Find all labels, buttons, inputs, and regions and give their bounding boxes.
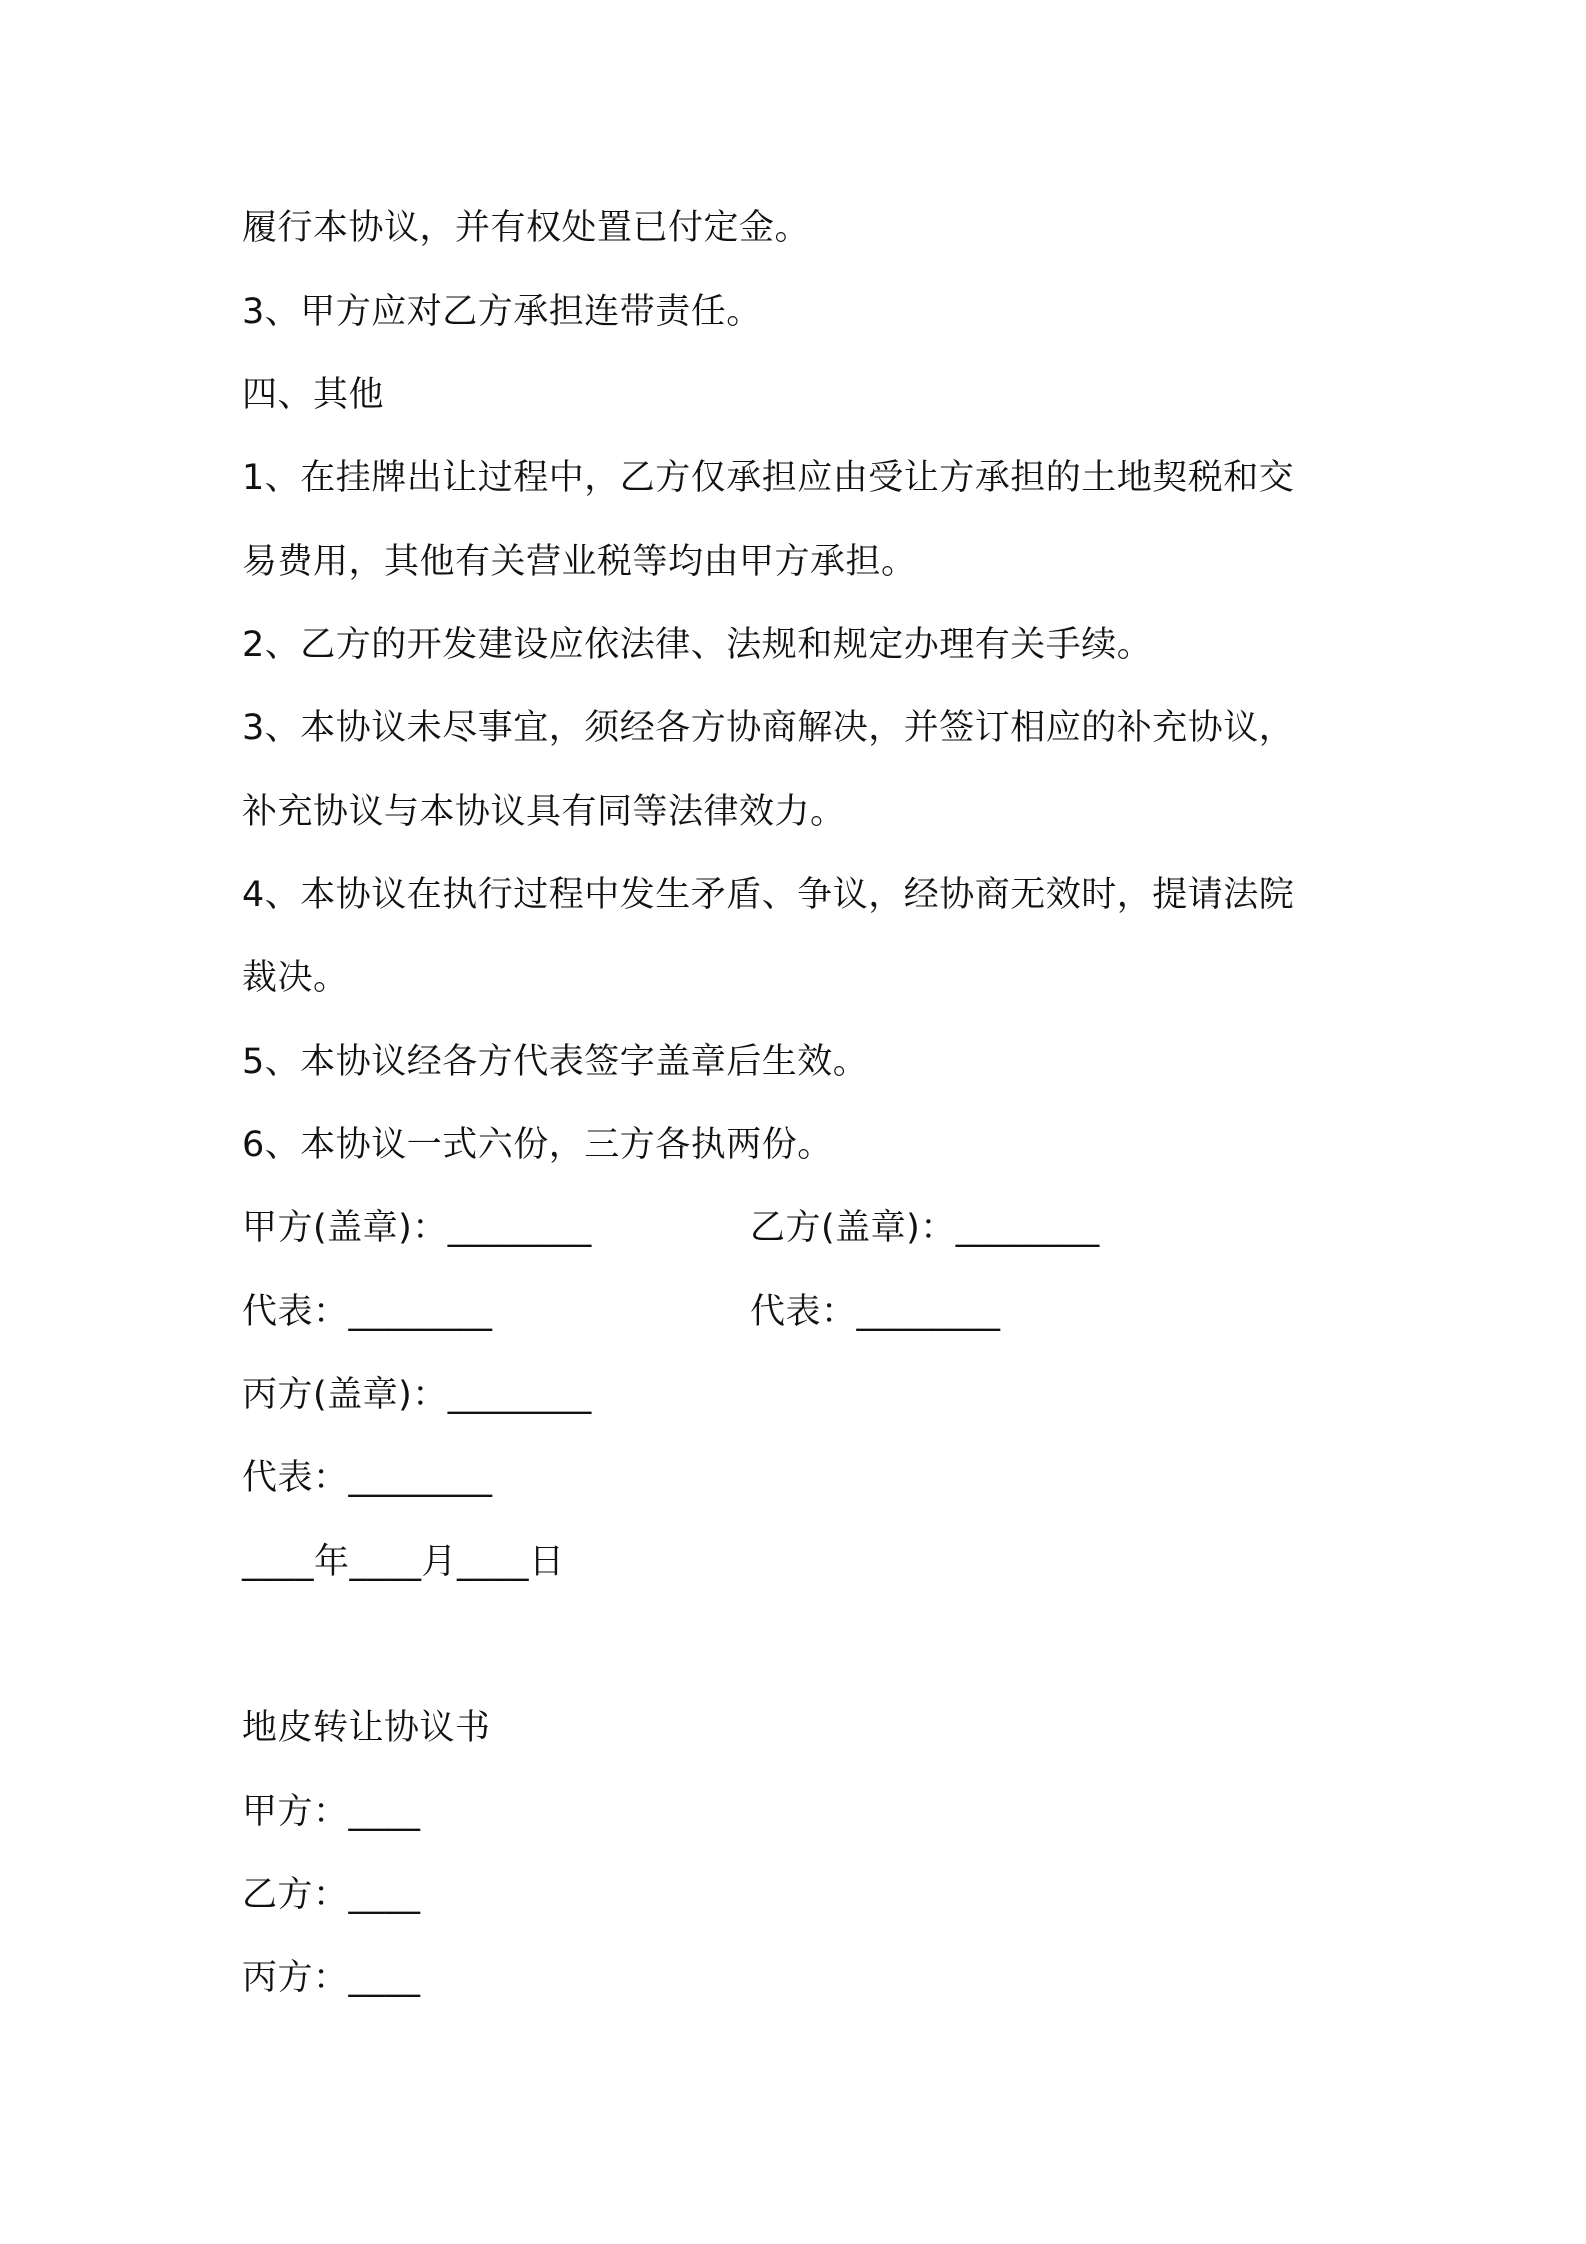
party-a-seal-field: 甲方(盖章)：________ (242, 1208, 592, 1248)
paragraph-line: 补充协议与本协议具有同等法律效力。 (242, 792, 846, 832)
section-heading: 四、其他 (242, 375, 385, 415)
party-c-seal-field: 丙方(盖章)：________ (242, 1375, 592, 1415)
paragraph-line: 裁决。 (242, 958, 349, 998)
paragraph-line: 5、本协议经各方代表签字盖章后生效。 (242, 1042, 869, 1082)
document-title: 地皮转让协议书 (242, 1708, 491, 1748)
paragraph-line: 2、乙方的开发建设应依法律、法规和规定办理有关手续。 (242, 625, 1153, 665)
party-b-seal-field: 乙方(盖章)：________ (750, 1208, 1100, 1248)
paragraph-line: 6、本协议一式六份，三方各执两份。 (242, 1125, 833, 1165)
paragraph-line: 3、本协议未尽事宜，须经各方协商解决，并签订相应的补充协议， (242, 708, 1295, 748)
paragraph-line: 4、本协议在执行过程中发生矛盾、争议，经协商无效时，提请法院 (242, 875, 1295, 915)
party-c-rep-field: 代表：________ (242, 1458, 493, 1498)
date-field: ____年____月____日 (242, 1542, 565, 1582)
paragraph-line: 3、甲方应对乙方承担连带责任。 (242, 292, 762, 332)
paragraph-line: 易费用，其他有关营业税等均由甲方承担。 (242, 542, 917, 582)
party-a-rep-field: 代表：________ (242, 1292, 493, 1332)
party-b-field: 乙方：____ (242, 1875, 421, 1915)
paragraph-line: 1、在挂牌出让过程中，乙方仅承担应由受让方承担的土地契税和交 (242, 458, 1295, 498)
party-b-rep-field: 代表：________ (750, 1292, 1001, 1332)
paragraph-line: 履行本协议，并有权处置已付定金。 (242, 208, 811, 248)
party-a-field: 甲方：____ (242, 1792, 421, 1832)
party-c-field: 丙方：____ (242, 1958, 421, 1998)
